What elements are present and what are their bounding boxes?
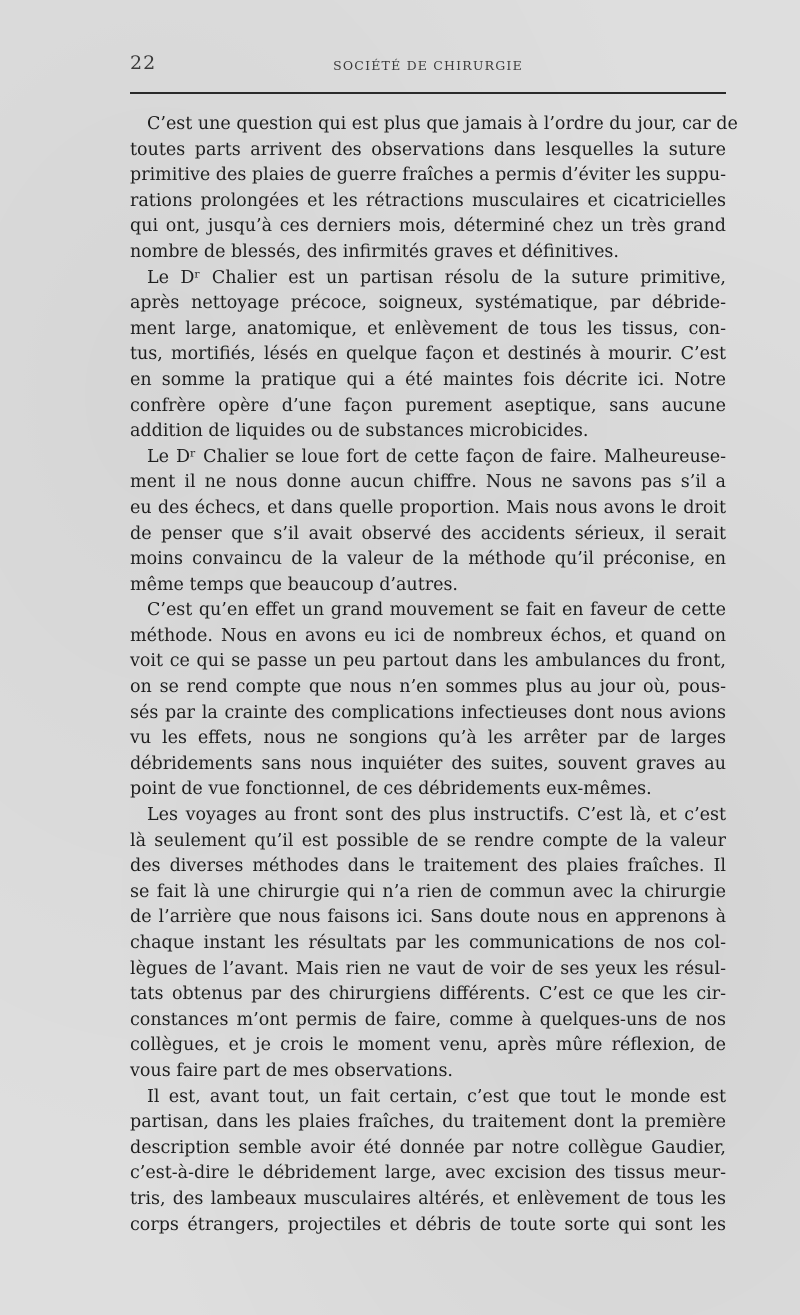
paragraph-2 (130, 266, 726, 445)
text-line: méthode. Nous en avons eu ici de nombreux échos, et quand on (130, 625, 726, 646)
text-line: des diverses méthodes dans le traitement des plaies fraîches. Il (130, 856, 726, 877)
running-title: SOCIÉTÉ DE CHIRURGIE (333, 58, 523, 73)
text-line: nombre de blessés, des infirmités graves et définitives. (130, 241, 619, 262)
text-line: de l’arrière que nous faisons ici. Sans doute nous en apprenons à (130, 907, 726, 928)
paragraph-6 (130, 1085, 726, 1239)
text-line: vu les effets, nous ne songions qu’à les arrêter par de larges (130, 728, 726, 749)
text-line: lègues de l’avant. Mais rien ne vaut de voir de ses yeux les résul- (130, 958, 726, 979)
text-line: on se rend compte que nous n’en sommes plus au jour où, pous- (130, 677, 726, 698)
text-line: description semble avoir été donnée par notre collègue Gaudier, (130, 1137, 726, 1158)
text-line: partisan, dans les plaies fraîches, du traitement dont la première (130, 1112, 726, 1133)
paragraph-4 (130, 598, 726, 803)
text-line: ment il ne nous donne aucun chiffre. Nous ne savons pas s’il a (130, 472, 726, 493)
text-line: collègues, et je crois le moment venu, après mûre réflexion, de (130, 1035, 726, 1056)
body-text (130, 112, 738, 1238)
text-line: primitive des plaies de guerre fraîches a permis d’éviter les suppu- (130, 165, 726, 186)
text-line: tats obtenus par des chirurgiens différents. C’est ce que les cir- (130, 984, 726, 1005)
text-line: Le Dʳ Chalier se loue fort de cette façon de faire. Malheureuse- (147, 446, 726, 467)
text-line: point de vue fonctionnel, de ces débridements eux-mêmes. (130, 779, 652, 800)
text-line: débridements sans nous inquiéter des suites, souvent graves au (130, 753, 726, 774)
text-line: constances m’ont permis de faire, comme à quelques-uns de nos (130, 1009, 726, 1030)
text-line: se fait là une chirurgie qui n’a rien de commun avec la chirurgie (130, 881, 726, 902)
text-line: ment large, anatomique, et enlèvement de tous les tissus, con- (130, 318, 726, 339)
text-line: corps étrangers, projectiles et débris de toute sorte qui sont les (130, 1214, 726, 1235)
text-line: tris, des lambeaux musculaires altérés, et enlèvement de tous les (130, 1188, 726, 1209)
text-line: moins convaincu de la valeur de la méthode qu’il préconise, en (130, 549, 726, 570)
text-line: Le Dʳ Chalier est un partisan résolu de la suture primitive, (147, 267, 726, 288)
text-line: vous faire part de mes observations. (130, 1060, 453, 1081)
text-line: Les voyages au front sont des plus instructifs. C’est là, et c’est (147, 805, 726, 826)
paragraph-5 (130, 803, 726, 1085)
text-line: C’est une question qui est plus que jamais à l’ordre du jour, car de (147, 114, 738, 134)
header-rule (130, 92, 726, 94)
text-line: tus, mortifiés, lésés en quelque façon et destinés à mourir. C’est (130, 344, 726, 365)
text-line: qui ont, jusqu’à ces derniers mois, déterminé chez un très grand (130, 216, 726, 237)
text-line: toutes parts arrivent des observations dans lesquelles la suture (130, 139, 726, 160)
paragraph-3 (130, 445, 726, 599)
text-line: rations prolongées et les rétractions musculaires et cicatricielles (130, 190, 726, 211)
text-line: de penser que s’il avait observé des accidents sérieux, il serait (130, 523, 726, 544)
text-line: eu des échecs, et dans quelle proportion. Mais nous avons le droit (130, 497, 726, 518)
text-line: sés par la crainte des complications infectieuses dont nous avions (130, 702, 726, 723)
text-line: chaque instant les résultats par les communications de nos col- (130, 933, 726, 953)
text-line: après nettoyage précoce, soigneux, systématique, par débride- (130, 293, 726, 314)
page-number: 22 (130, 52, 157, 74)
paragraph-1 (130, 112, 738, 266)
text-line: là seulement qu’il est possible de se rendre compte de la valeur (130, 830, 726, 851)
page-header (130, 52, 726, 80)
text-line: voit ce qui se passe un peu partout dans les ambulances du front, (130, 651, 726, 672)
text-line: C’est qu’en effet un grand mouvement se fait en faveur de cette (147, 600, 726, 621)
text-line: en somme la pratique qui a été maintes fois décrite ici. Notre (130, 369, 726, 390)
text-line: confrère opère d’une façon purement aseptique, sans aucune (130, 395, 726, 416)
text-line: même temps que beaucoup d’autres. (130, 574, 458, 595)
text-line: Il est, avant tout, un fait certain, c’est que tout le monde est (147, 1086, 726, 1107)
text-line: addition de liquides ou de substances microbicides. (130, 421, 589, 442)
text-line: c’est-à-dire le débridement large, avec excision des tissus meur- (130, 1163, 726, 1184)
